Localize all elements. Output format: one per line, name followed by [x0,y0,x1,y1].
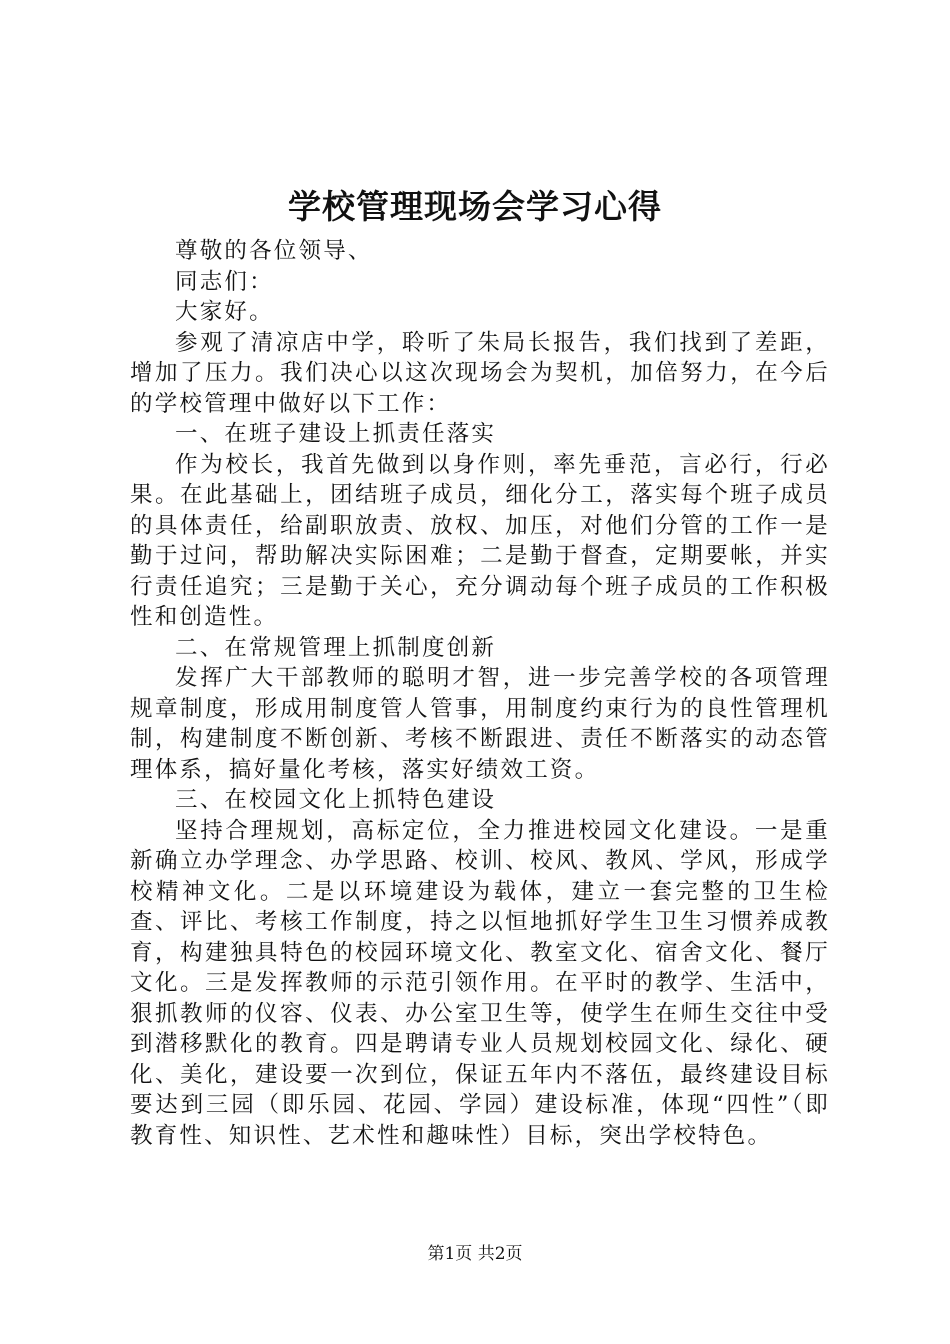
section-heading: 二、在常规管理上抓制度创新 [175,634,497,661]
document-title: 学校管理现场会学习心得 [288,187,662,226]
greeting-line: 大家好。 [175,299,274,325]
section-heading: 一、在班子建设上抓责任落实 [175,421,497,447]
body-paragraph: 坚持合理规划，高标定位，全力推进校园文化建设。一是重新确立办学理念、办学思路、校训、校风、教风、学风，形成学校精神文化。二是以环境建设为载体，建立一套完整的卫生检查、评比、考核工作制度，持之以恒地抓好学生卫生习惯养成教育，构建独具特色的校园环境文化、教室文化、宿舍文化、餐厅文化。三是发挥教师的示范引领作用。在平时的教学、生活中，狠抓教师的仪容、仪表、办公室卫生等，使学生在师生交往中受到潜移默化的教育。四是聘请专业人员规划校园文化、绿化、硬化、美化，建设要一次到位，保证五年内不落伍，最终建设目标要达到三园（即乐园、花园、学园）建设标准，体现“四性”（即教育性、知识性、艺术性和趣味性）目标，突出学校特色。 [130,817,830,1149]
body-paragraph: 发挥广大干部教师的聪明才智，进一步完善学校的各项管理规章制度，形成用制度管人管事，用制度约束行为的良性管理机制，构建制度不断创新、考核不断跟进、责任不断落实的动态管理体系，搞好量化考核，落实好绩效工资。 [130,665,830,783]
intro-paragraph: 参观了清凉店中学，聆听了朱局长报告，我们找到了差距，增加了压力。我们决心以这次现场会为契机，加倍努力，在今后的学校管理中做好以下工作： [130,329,830,417]
document-body [130,236,830,1151]
section-heading: 三、在校园文化上抓特色建设 [175,787,497,813]
salutation-line: 同志们： [175,268,274,295]
salutation-line: 尊敬的各位领导、 [175,238,373,264]
body-paragraph: 作为校长，我首先做到以身作则，率先垂范，言必行，行必果。在此基础上，团结班子成员，细化分工，落实每个班子成员的具体责任，给副职放责、放权、加压，对他们分管的工作一是勤于过问，帮助解决实际困难；二是勤于督查，定期要帐，并实行责任追究；三是勤于关心，充分调动每个班子成员的工作积极性和创造性。 [130,451,830,630]
page-number-footer: 第1页 共2页 [427,1244,523,1264]
